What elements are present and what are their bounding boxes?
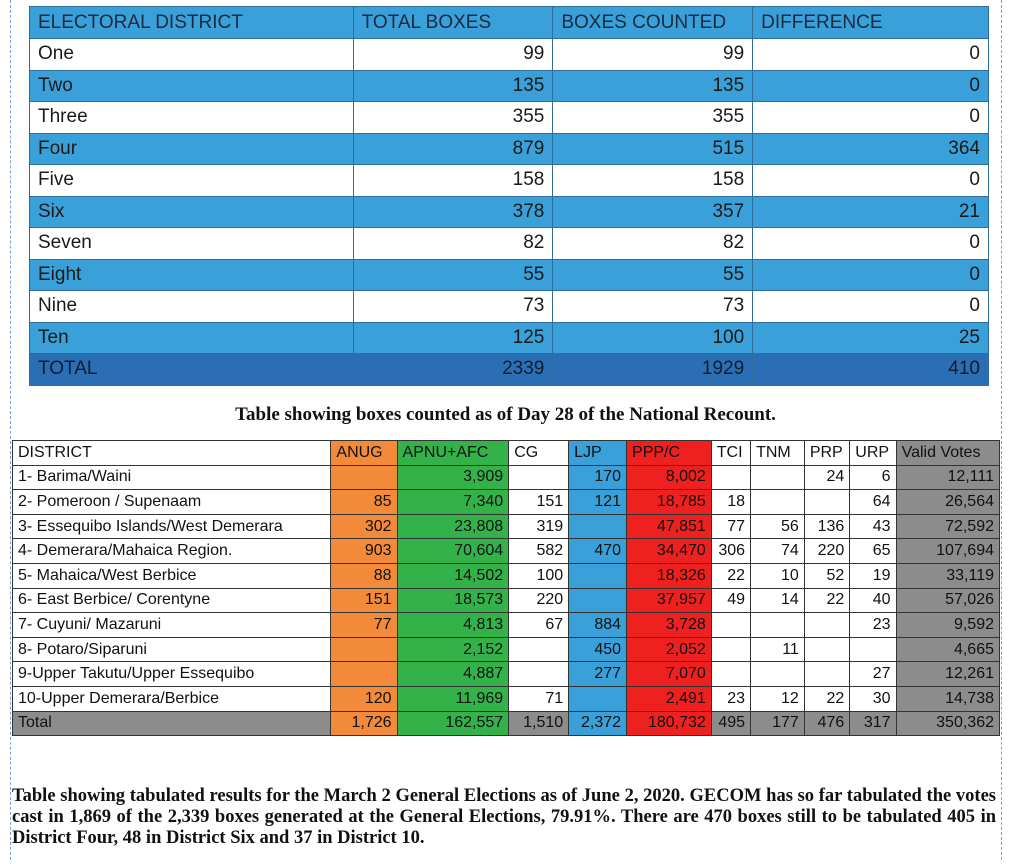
urp-cell: 19: [850, 563, 896, 588]
election-results-table: [12, 440, 1000, 736]
tnm-cell: 56: [751, 514, 805, 539]
tci-cell: 22: [711, 563, 750, 588]
boxes-counted-cell: 357: [553, 196, 753, 228]
district-result-row: [13, 490, 1000, 515]
district-result-row: [13, 539, 1000, 564]
cg-cell: [509, 662, 569, 687]
tnm-cell: 12: [751, 686, 805, 711]
total-district-cell: Total: [13, 711, 331, 736]
district-name-cell: Seven: [30, 228, 354, 260]
tnm-cell: [751, 490, 805, 515]
difference-cell: 0: [753, 228, 989, 260]
district-cell: 10-Upper Demerara/Berbice: [13, 686, 331, 711]
ppp-c-cell: 8,002: [627, 465, 712, 490]
district-result-row: [13, 662, 1000, 687]
anug-cell: [331, 662, 397, 687]
district-row: [30, 322, 989, 354]
ppp-c-cell: 34,470: [627, 539, 712, 564]
ljp-cell: [569, 514, 627, 539]
difference-cell: 364: [753, 133, 989, 165]
cg-cell: 67: [509, 613, 569, 638]
district-cell: 9-Upper Takutu/Upper Essequibo: [13, 662, 331, 687]
tci-cell: 23: [711, 686, 750, 711]
apnu-afc-cell: 11,969: [397, 686, 509, 711]
district-name-cell: Ten: [30, 322, 354, 354]
total-boxes-cell: 82: [353, 228, 553, 260]
valid-votes-cell: 33,119: [896, 563, 999, 588]
district-row: [30, 39, 989, 71]
urp-cell: 65: [850, 539, 896, 564]
total-boxes-total-cell: 2339: [353, 354, 553, 386]
total-boxes-cell: 135: [353, 70, 553, 102]
total-valid-votes-cell: 350,362: [896, 711, 999, 736]
total-apnu-afc-cell: 162,557: [397, 711, 509, 736]
district-cell: 7- Cuyuni/ Mazaruni: [13, 613, 331, 638]
difference-cell: 21: [753, 196, 989, 228]
total-boxes-cell: 378: [353, 196, 553, 228]
header-tci: TCI: [711, 441, 750, 466]
valid-votes-cell: 12,261: [896, 662, 999, 687]
district-row: [30, 133, 989, 165]
results-total-row: [13, 711, 1000, 736]
valid-votes-cell: 72,592: [896, 514, 999, 539]
difference-cell: 0: [753, 70, 989, 102]
total-ppp-c-cell: 180,732: [627, 711, 712, 736]
tci-cell: [711, 637, 750, 662]
header-tnm: TNM: [751, 441, 805, 466]
header-anug: ANUG: [331, 441, 397, 466]
district-result-row: [13, 465, 1000, 490]
total-ljp-cell: 2,372: [569, 711, 627, 736]
header-urp: URP: [850, 441, 896, 466]
total-boxes-cell: 158: [353, 165, 553, 197]
district-row: [30, 259, 989, 291]
total-cg-cell: 1,510: [509, 711, 569, 736]
header-cg: CG: [509, 441, 569, 466]
anug-cell: 120: [331, 686, 397, 711]
apnu-afc-cell: 23,808: [397, 514, 509, 539]
difference-cell: 0: [753, 291, 989, 323]
district-row: [30, 291, 989, 323]
tci-cell: 306: [711, 539, 750, 564]
apnu-afc-cell: 7,340: [397, 490, 509, 515]
ppp-c-cell: 2,052: [627, 637, 712, 662]
header-electoral-district: ELECTORAL DISTRICT: [30, 7, 354, 39]
prp-cell: 22: [804, 588, 849, 613]
apnu-afc-cell: 3,909: [397, 465, 509, 490]
prp-cell: [804, 490, 849, 515]
boxes-counted-cell: 73: [553, 291, 753, 323]
ljp-cell: 470: [569, 539, 627, 564]
cg-cell: [509, 637, 569, 662]
results-table-header: [13, 441, 1000, 466]
tnm-cell: 11: [751, 637, 805, 662]
tnm-cell: 10: [751, 563, 805, 588]
ljp-cell: [569, 563, 627, 588]
apnu-afc-cell: 14,502: [397, 563, 509, 588]
header-difference: DIFFERENCE: [753, 7, 989, 39]
tci-cell: 18: [711, 490, 750, 515]
district-name-cell: Six: [30, 196, 354, 228]
prp-cell: 22: [804, 686, 849, 711]
tnm-cell: [751, 465, 805, 490]
anug-cell: 88: [331, 563, 397, 588]
boxes-counted-table: [29, 6, 989, 386]
anug-cell: 85: [331, 490, 397, 515]
boxes-counted-cell: 158: [553, 165, 753, 197]
total-boxes-cell: 879: [353, 133, 553, 165]
header-ljp: LJP: [569, 441, 627, 466]
district-result-row: [13, 637, 1000, 662]
apnu-afc-cell: 2,152: [397, 637, 509, 662]
total-row: [30, 354, 989, 386]
anug-cell: [331, 637, 397, 662]
district-row: [30, 228, 989, 260]
difference-total-cell: 410: [753, 354, 989, 386]
boxes-table-header: [30, 7, 989, 39]
tci-cell: 77: [711, 514, 750, 539]
district-name-cell: Eight: [30, 259, 354, 291]
cg-cell: 319: [509, 514, 569, 539]
difference-cell: 25: [753, 322, 989, 354]
prp-cell: 220: [804, 539, 849, 564]
ppp-c-cell: 18,785: [627, 490, 712, 515]
total-boxes-cell: 73: [353, 291, 553, 323]
header-prp: PRP: [804, 441, 849, 466]
difference-cell: 0: [753, 39, 989, 71]
district-cell: 5- Mahaica/West Berbice: [13, 563, 331, 588]
urp-cell: 30: [850, 686, 896, 711]
total-anug-cell: 1,726: [331, 711, 397, 736]
district-row: [30, 165, 989, 197]
total-boxes-cell: 355: [353, 102, 553, 134]
prp-cell: 24: [804, 465, 849, 490]
cg-cell: 100: [509, 563, 569, 588]
tci-cell: [711, 465, 750, 490]
district-name-cell: Five: [30, 165, 354, 197]
district-result-row: [13, 563, 1000, 588]
apnu-afc-cell: 4,887: [397, 662, 509, 687]
district-cell: 8- Potaro/Siparuni: [13, 637, 331, 662]
anug-cell: 151: [331, 588, 397, 613]
ljp-cell: 277: [569, 662, 627, 687]
total-boxes-cell: 125: [353, 322, 553, 354]
total-label-cell: TOTAL: [30, 354, 354, 386]
cg-cell: [509, 465, 569, 490]
prp-cell: 136: [804, 514, 849, 539]
ppp-c-cell: 3,728: [627, 613, 712, 638]
difference-cell: 0: [753, 102, 989, 134]
tnm-cell: 74: [751, 539, 805, 564]
apnu-afc-cell: 4,813: [397, 613, 509, 638]
ppp-c-cell: 47,851: [627, 514, 712, 539]
valid-votes-cell: 9,592: [896, 613, 999, 638]
boxes-counted-cell: 99: [553, 39, 753, 71]
total-tnm-cell: 177: [751, 711, 805, 736]
district-cell: 4- Demerara/Mahaica Region.: [13, 539, 331, 564]
tnm-cell: [751, 662, 805, 687]
ljp-cell: 450: [569, 637, 627, 662]
header-total-boxes: TOTAL BOXES: [353, 7, 553, 39]
results-table-caption: Table showing tabulated results for the March 2 General Elections as of June 2, 2020. GECOM has so far tabulated the votes cast in 1,869 of the 2,339 boxes generated at the General Elections, 79.91%. There are 470 boxes still to be tabulated 405 in District Four, 48 in District Six and 37 in District 10.: [12, 786, 996, 848]
anug-cell: [331, 465, 397, 490]
boxes-counted-cell: 515: [553, 133, 753, 165]
header-district: DISTRICT: [13, 441, 331, 466]
header-apnu-afc: APNU+AFC: [397, 441, 509, 466]
valid-votes-cell: 107,694: [896, 539, 999, 564]
ppp-c-cell: 7,070: [627, 662, 712, 687]
total-boxes-cell: 55: [353, 259, 553, 291]
district-result-row: [13, 588, 1000, 613]
anug-cell: 77: [331, 613, 397, 638]
anug-cell: 903: [331, 539, 397, 564]
total-urp-cell: 317: [850, 711, 896, 736]
header-boxes-counted: BOXES COUNTED: [553, 7, 753, 39]
ljp-cell: [569, 588, 627, 613]
ljp-cell: [569, 686, 627, 711]
district-cell: 1- Barima/Waini: [13, 465, 331, 490]
district-name-cell: Four: [30, 133, 354, 165]
header-valid-votes: Valid Votes: [896, 441, 999, 466]
cg-cell: 582: [509, 539, 569, 564]
district-name-cell: Nine: [30, 291, 354, 323]
ppp-c-cell: 2,491: [627, 686, 712, 711]
difference-cell: 0: [753, 165, 989, 197]
urp-cell: 43: [850, 514, 896, 539]
boxes-table-caption: Table showing boxes counted as of Day 28 of the National Recount.: [235, 404, 776, 425]
district-cell: 3- Essequibo Islands/West Demerara: [13, 514, 331, 539]
boxes-counted-total-cell: 1929: [553, 354, 753, 386]
district-cell: 2- Pomeroon / Supenaam: [13, 490, 331, 515]
district-row: [30, 70, 989, 102]
urp-cell: 64: [850, 490, 896, 515]
header-ppp-c: PPP/C: [627, 441, 712, 466]
prp-cell: [804, 662, 849, 687]
boxes-counted-cell: 100: [553, 322, 753, 354]
district-name-cell: Three: [30, 102, 354, 134]
cg-cell: 220: [509, 588, 569, 613]
valid-votes-cell: 12,111: [896, 465, 999, 490]
district-result-row: [13, 686, 1000, 711]
valid-votes-cell: 4,665: [896, 637, 999, 662]
total-tci-cell: 495: [711, 711, 750, 736]
district-row: [30, 102, 989, 134]
apnu-afc-cell: 70,604: [397, 539, 509, 564]
district-row: [30, 196, 989, 228]
tnm-cell: 14: [751, 588, 805, 613]
urp-cell: 27: [850, 662, 896, 687]
district-result-row: [13, 514, 1000, 539]
prp-cell: [804, 637, 849, 662]
tci-cell: [711, 662, 750, 687]
valid-votes-cell: 57,026: [896, 588, 999, 613]
valid-votes-cell: 14,738: [896, 686, 999, 711]
district-name-cell: One: [30, 39, 354, 71]
urp-cell: 6: [850, 465, 896, 490]
boxes-counted-cell: 355: [553, 102, 753, 134]
ljp-cell: 170: [569, 465, 627, 490]
ppp-c-cell: 37,957: [627, 588, 712, 613]
total-boxes-cell: 99: [353, 39, 553, 71]
boxes-counted-cell: 135: [553, 70, 753, 102]
boxes-counted-cell: 82: [553, 228, 753, 260]
ljp-cell: 121: [569, 490, 627, 515]
district-cell: 6- East Berbice/ Corentyne: [13, 588, 331, 613]
urp-cell: [850, 637, 896, 662]
ppp-c-cell: 18,326: [627, 563, 712, 588]
boxes-counted-cell: 55: [553, 259, 753, 291]
anug-cell: 302: [331, 514, 397, 539]
tci-cell: 49: [711, 588, 750, 613]
prp-cell: [804, 613, 849, 638]
prp-cell: 52: [804, 563, 849, 588]
tci-cell: [711, 613, 750, 638]
apnu-afc-cell: 18,573: [397, 588, 509, 613]
valid-votes-cell: 26,564: [896, 490, 999, 515]
urp-cell: 40: [850, 588, 896, 613]
total-prp-cell: 476: [804, 711, 849, 736]
district-name-cell: Two: [30, 70, 354, 102]
tnm-cell: [751, 613, 805, 638]
ljp-cell: 884: [569, 613, 627, 638]
district-result-row: [13, 613, 1000, 638]
cg-cell: 151: [509, 490, 569, 515]
urp-cell: 23: [850, 613, 896, 638]
cg-cell: 71: [509, 686, 569, 711]
difference-cell: 0: [753, 259, 989, 291]
